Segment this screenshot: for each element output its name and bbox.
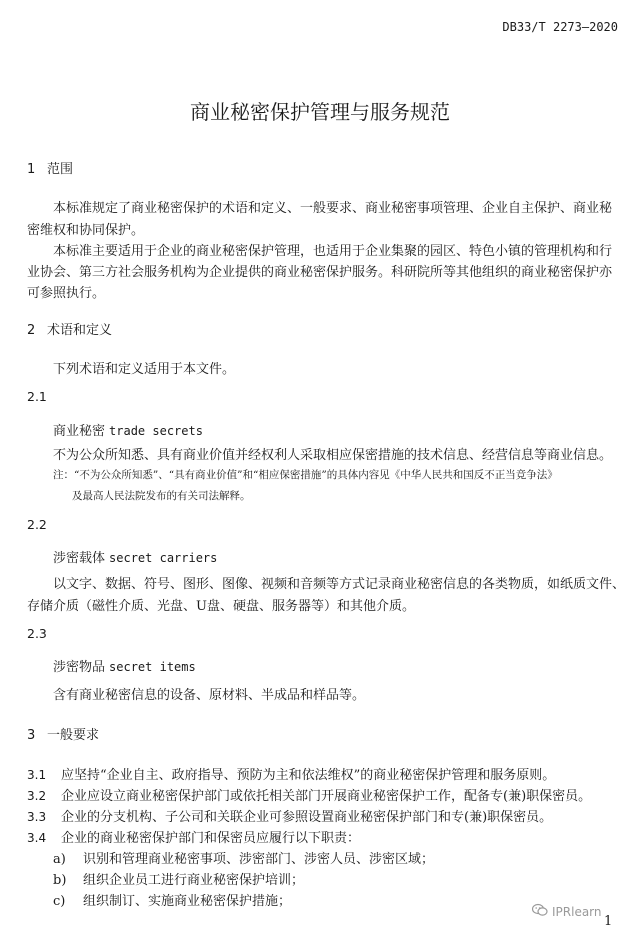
section-1-heading bbox=[27, 158, 73, 177]
term-2-1-note-line2: 及最高人民法院发布的有关司法解释。 bbox=[72, 490, 251, 502]
s1-para1-line2: 密维权和协同保护。 bbox=[27, 223, 145, 238]
s1-para2-line2: 业协会、第三方社会服务机构为企业提供的商业秘密保护服务。科研院所等其他组织的商业秘密保护亦 bbox=[27, 265, 613, 280]
term-2-2-def-line1: 以文字、数据、符号、图形、图像、视频和音频等方式记录商业秘密信息的各类物质，如纸质文件、 bbox=[53, 577, 626, 592]
list-label: a) bbox=[53, 852, 66, 867]
section-number: 3 bbox=[27, 728, 36, 743]
standard-code: DB33/T 2273—2020 bbox=[502, 20, 618, 34]
term-cn: 涉密物品 bbox=[53, 660, 106, 675]
clause-text: 应坚持“企业自主、政府指导、预防为主和依法维权”的商业秘密保护管理和服务原则。 bbox=[61, 768, 556, 783]
section-title: 术语和定义 bbox=[47, 323, 113, 338]
clause-3-1 bbox=[27, 764, 555, 783]
page-number: 1 bbox=[604, 914, 613, 929]
term-2-3-number: 2.3 bbox=[27, 626, 47, 641]
section-number: 1 bbox=[27, 162, 36, 177]
section-title: 一般要求 bbox=[47, 728, 100, 743]
term-2-2-number: 2.2 bbox=[27, 517, 47, 532]
section-2-heading bbox=[27, 319, 112, 338]
term-2-2 bbox=[53, 547, 217, 566]
list-item bbox=[53, 869, 304, 888]
term-2-1-note-line1: 注：“不为公众所知悉”、“具有商业价值”和“相应保密措施”的具体内容见《中华人民共和国反不正当竞争法》 bbox=[53, 469, 558, 481]
term-en: secret carriers bbox=[109, 551, 218, 565]
list-label: c) bbox=[53, 894, 66, 909]
section-3-heading bbox=[27, 724, 99, 743]
term-cn: 商业秘密 bbox=[53, 424, 106, 439]
list-item bbox=[53, 890, 291, 909]
clause-text: 企业应设立商业秘密保护部门或依托相关部门开展商业秘密保护工作，配备专(兼)职保密员。 bbox=[61, 789, 592, 804]
clause-text: 企业的商业秘密保护部门和保密员应履行以下职责： bbox=[61, 831, 361, 846]
term-2-1-number: 2.1 bbox=[27, 389, 47, 404]
term-2-3 bbox=[53, 656, 196, 675]
clause-text: 企业的分支机构、子公司和关联企业可参照设置商业秘密保护部门和专(兼)职保密员。 bbox=[61, 810, 553, 825]
term-2-3-definition: 含有商业秘密信息的设备、原材料、半成品和样品等。 bbox=[53, 688, 366, 703]
document-title: 商业秘密保护管理与服务规范 bbox=[190, 100, 450, 124]
watermark-text: IPRlearn bbox=[552, 904, 602, 919]
term-en: trade secrets bbox=[109, 424, 203, 438]
term-2-1 bbox=[53, 420, 203, 439]
section-number: 2 bbox=[27, 323, 36, 338]
section-title: 范围 bbox=[47, 162, 74, 177]
list-label: b) bbox=[53, 873, 67, 888]
term-en: secret items bbox=[109, 660, 196, 674]
s1-para2-line3: 可参照执行。 bbox=[27, 286, 106, 301]
clause-number: 3.4 bbox=[27, 831, 47, 845]
clause-3-4 bbox=[27, 827, 360, 846]
clause-number: 3.2 bbox=[27, 789, 47, 803]
list-text: 识别和管理商业秘密事项、涉密部门、涉密人员、涉密区域； bbox=[83, 852, 435, 867]
clause-3-3 bbox=[27, 806, 552, 825]
s2-intro: 下列术语和定义适用于本文件。 bbox=[53, 362, 236, 377]
list-item bbox=[53, 848, 434, 867]
s1-para1-line1: 本标准规定了商业秘密保护的术语和定义、一般要求、商业秘密事项管理、企业自主保护、商业秘 bbox=[53, 201, 613, 216]
list-text: 组织企业员工进行商业秘密保护培训； bbox=[83, 873, 305, 888]
watermark bbox=[532, 903, 602, 920]
wechat-icon bbox=[532, 903, 548, 920]
term-2-1-definition: 不为公众所知悉、具有商业价值并经权利人采取相应保密措施的技术信息、经营信息等商业信息。 bbox=[53, 448, 613, 463]
list-text: 组织制订、实施商业秘密保护措施； bbox=[83, 894, 292, 909]
term-2-2-def-line2: 存储介质（磁性介质、光盘、U盘、硬盘、服务器等）和其他介质。 bbox=[27, 599, 415, 614]
clause-3-2 bbox=[27, 785, 591, 804]
clause-number: 3.1 bbox=[27, 768, 47, 782]
s1-para2-line1: 本标准主要适用于企业的商业秘密保护管理，也适用于企业集聚的园区、特色小镇的管理机构和行 bbox=[53, 244, 613, 259]
clause-number: 3.3 bbox=[27, 810, 47, 824]
term-cn: 涉密载体 bbox=[53, 551, 106, 566]
